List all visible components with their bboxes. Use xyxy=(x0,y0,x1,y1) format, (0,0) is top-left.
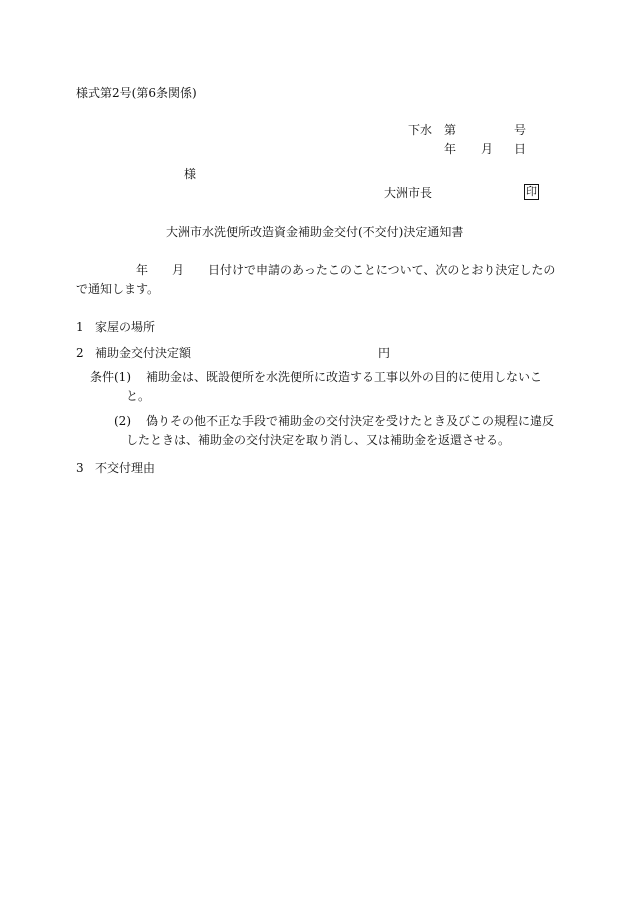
intro-line2: で通知します。 xyxy=(76,282,160,296)
date-day: 日 xyxy=(514,142,527,156)
intro-month: 月 xyxy=(172,263,185,277)
item1-number: 1 xyxy=(76,320,84,334)
item1-label: 家屋の場所 xyxy=(95,320,156,334)
issuer-name: 大洲市長 xyxy=(384,186,433,200)
item2-label: 補助金交付決定額 xyxy=(95,346,192,360)
date-year: 年 xyxy=(444,142,457,156)
item2-unit: 円 xyxy=(378,346,391,360)
date-month: 月 xyxy=(481,142,494,156)
addressee-suffix: 様 xyxy=(184,167,197,181)
condition2-line1: 偽りその他不正な手段で補助金の交付決定を受けたとき及びこの規程に違反 xyxy=(146,414,555,428)
item3-number: 3 xyxy=(76,461,84,475)
condition2-line2: したときは、補助金の交付決定を取り消し、又は補助金を返還させる。 xyxy=(126,433,511,447)
item3-label: 不交付理由 xyxy=(95,461,156,475)
condition1-line2: と。 xyxy=(126,389,151,403)
condition1-line1: 補助金は、既設便所を水洗便所に改造する工事以外の目的に使用しないこ xyxy=(146,370,543,384)
form-id: 様式第2号(第6条関係) xyxy=(76,86,197,100)
intro-year: 年 xyxy=(136,263,149,277)
doc-number-dai: 第 xyxy=(444,123,457,137)
seal-mark: 印 xyxy=(526,185,537,198)
doc-number-gou: 号 xyxy=(514,123,527,137)
item2-number: 2 xyxy=(76,346,84,360)
intro-line1: 日付けで申請のあったこのことについて、次のとおり決定したの xyxy=(208,263,556,277)
document-title: 大洲市水洗便所改造資金補助金交付(不交付)決定通知書 xyxy=(166,225,464,239)
conditions-label: 条件 xyxy=(90,370,115,384)
doc-number-prefix: 下水 xyxy=(408,123,433,137)
condition2-number: (2) xyxy=(114,414,131,428)
condition1-number: (1) xyxy=(114,370,131,384)
